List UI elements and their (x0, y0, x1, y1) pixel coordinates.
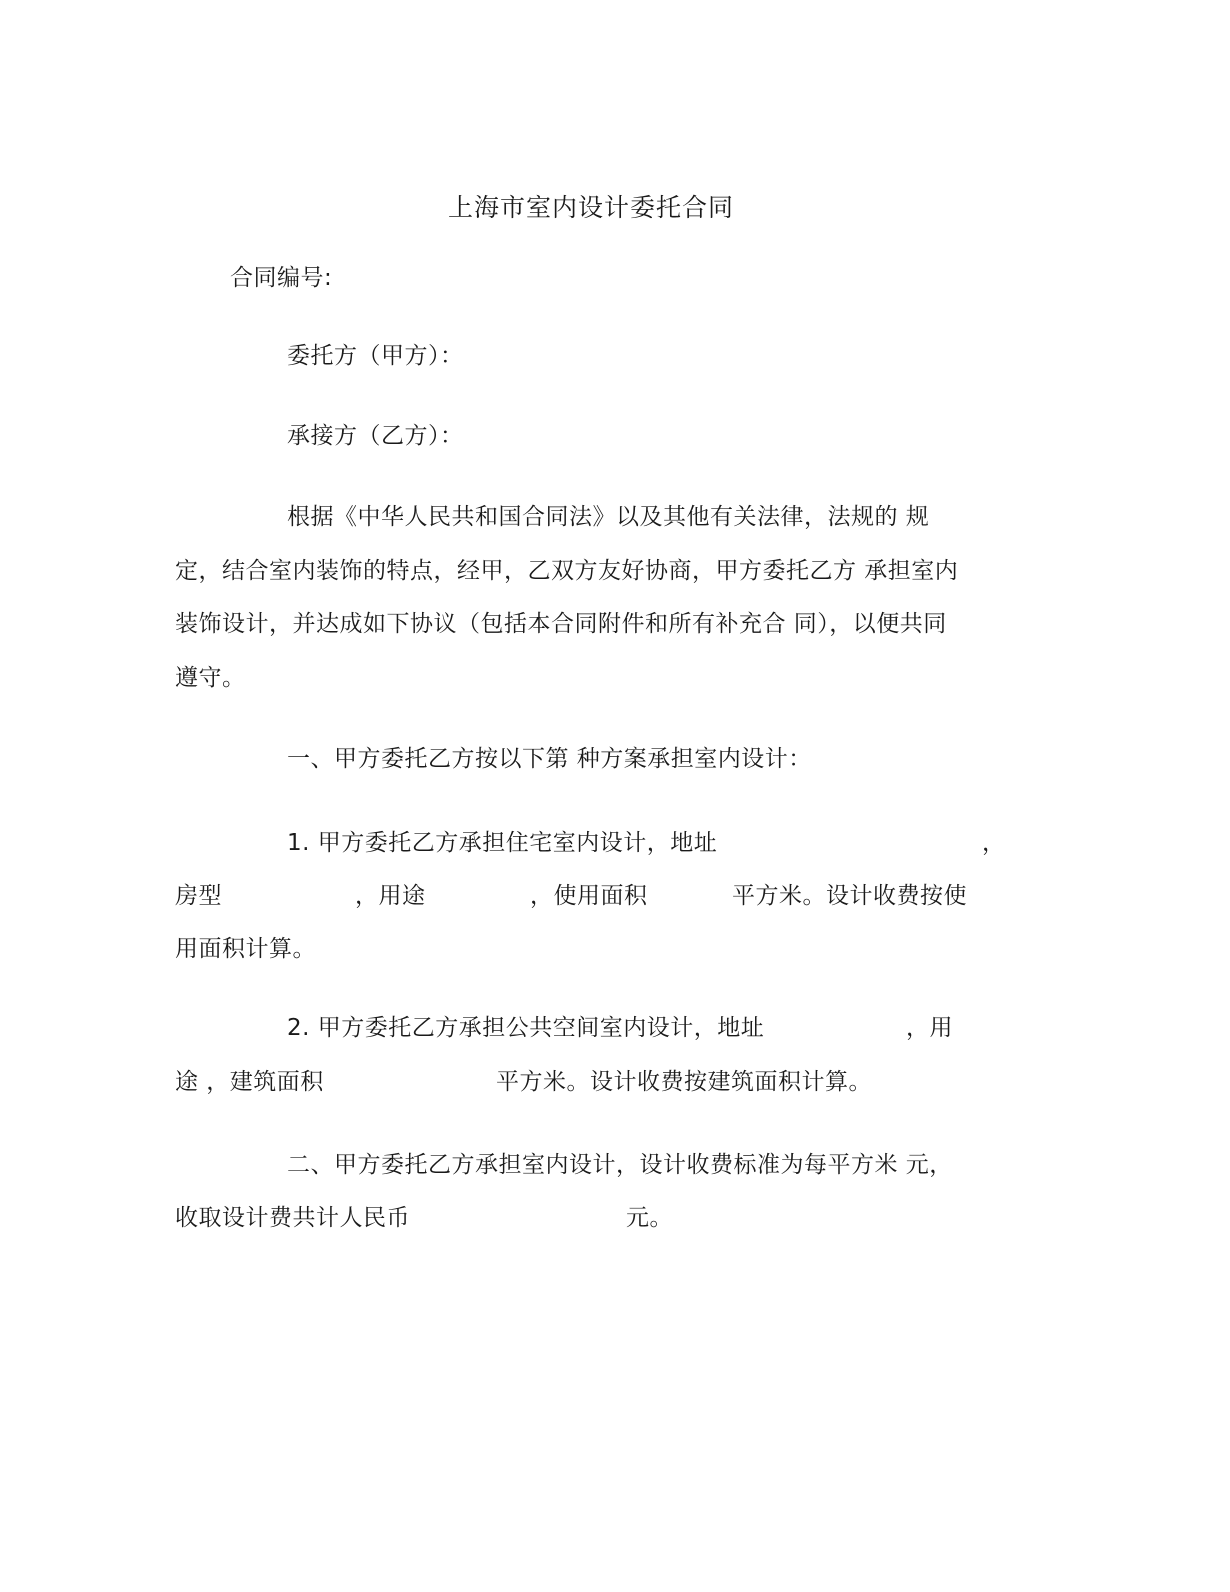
contract-number-label: 合同编号: (230, 265, 333, 291)
item-2-area-label: 途 ，建筑面积 (175, 1069, 324, 1095)
preamble-line-1: 根据《中华人民共和国合同法》以及其他有关法律，法规的 规 (287, 504, 930, 530)
item-2-fee-basis: 平方米。设计收费按建筑面积计算。 (496, 1069, 872, 1095)
section-1-heading: 一、甲方委托乙方按以下第 种方案承担室内设计： (287, 746, 812, 772)
item-1-line-1-comma: ， (982, 830, 1006, 856)
party-b-label: 承接方（乙方）： (287, 423, 464, 449)
section-2-line-1: 二、甲方委托乙方承担室内设计，设计收费标准为每平方米 元， (287, 1152, 953, 1178)
party-a-label: 委托方（甲方）： (287, 343, 464, 369)
item-1-house-type-label: 房型 (175, 883, 222, 909)
section-2-currency-unit: 元。 (626, 1205, 673, 1231)
section-2-total-label: 收取设计费共计人民币 (175, 1205, 410, 1231)
item-1-line-3: 用面积计算。 (175, 936, 316, 962)
item-2-line-1-tail: ，用 (906, 1015, 953, 1041)
item-2-line-1-text: 2. 甲方委托乙方承担公共空间室内设计，地址 (287, 1015, 765, 1041)
item-1-usage-label: ，用途 (355, 883, 426, 909)
preamble-line-3: 装饰设计，并达成如下协议（包括本合同附件和所有补充合 同），以便共同 (175, 611, 947, 637)
item-1-line-1-text: 1. 甲方委托乙方承担住宅室内设计，地址 (287, 830, 718, 856)
item-1-fee-basis: 平方米。设计收费按使 (732, 883, 967, 909)
preamble-line-4: 遵守。 (175, 665, 246, 691)
item-1-area-label: ，使用面积 (530, 883, 648, 909)
preamble-line-2: 定，结合室内装饰的特点，经甲，乙双方友好协商，甲方委托乙方 承担室内 (175, 558, 959, 584)
document-title: 上海市室内设计委托合同 (447, 193, 734, 222)
